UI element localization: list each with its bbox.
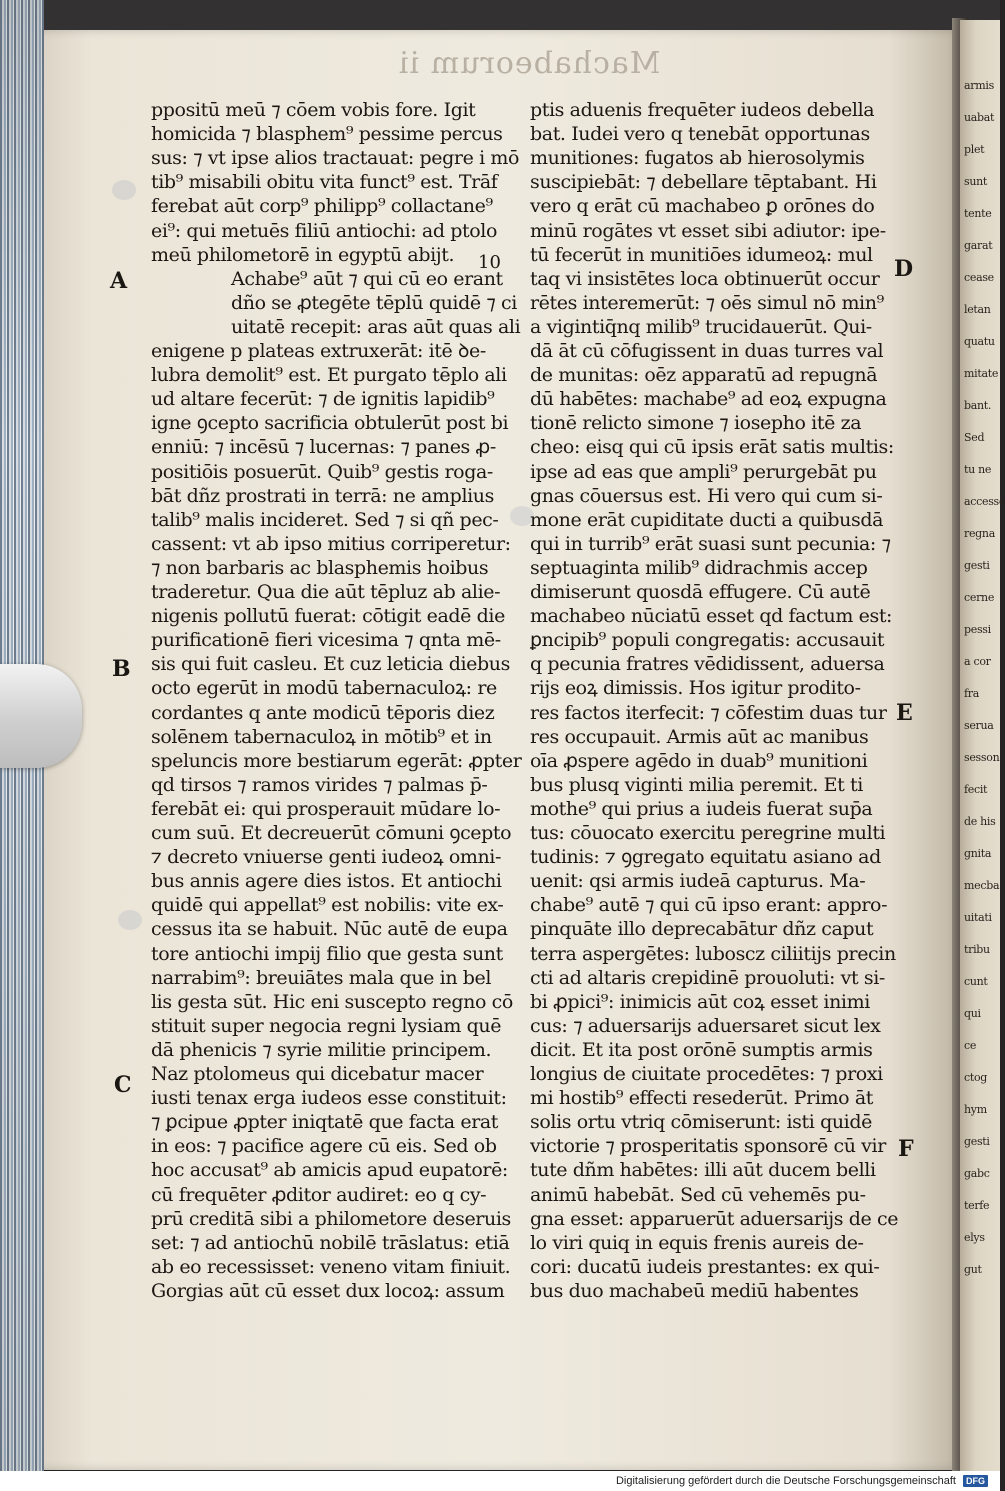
marginal-note-d: D	[894, 256, 914, 282]
text-line: animū habebāt. Sed cū vehemēs pu-	[530, 1183, 866, 1206]
text-line: purificationē fieri vicesima ⁊ qnta mē-	[151, 629, 501, 652]
marginal-note-a: A	[110, 268, 128, 294]
text-line: stituit super negocia regni lysiam quē	[151, 1014, 502, 1037]
text-line: longius de ciuitate procedētes: ⁊ proxi	[530, 1063, 883, 1085]
text-line: septuaginta milib⁹ didrachmis accep	[530, 556, 868, 579]
text-line: qui in turrib⁹ erāt suasi sunt pecunia: ⁊	[530, 532, 891, 555]
text-line: tionē relicto simone ⁊ iosepho itē za	[530, 412, 862, 435]
text-line: victorie ⁊ prosperitatis sponsorē cū vir	[530, 1135, 886, 1158]
text-line: tū fecerūt in munitiōes idumeoꝝ: mul	[530, 243, 873, 266]
text-line: mi hostib⁹ effecti resederūt. Primo āt	[530, 1087, 873, 1110]
facing-page-text: ce	[964, 1039, 977, 1052]
text-line: bat. Iudei vero q tenebāt opportunas	[530, 123, 870, 146]
facing-page-text: serua	[964, 719, 994, 732]
ink-smudge	[112, 180, 136, 200]
text-line: dicit. Et ita post orōnē sumptis armis	[530, 1038, 873, 1061]
facing-page-text: cerne	[964, 591, 995, 604]
facing-page-text: gesti	[964, 1135, 990, 1148]
facing-page-text: sunt	[964, 175, 988, 188]
facing-page-text: pessi	[964, 623, 991, 636]
text-line: positiōis posuerūt. Quib⁹ gestis roga-	[151, 460, 493, 483]
text-line: mothe⁹ qui prius a iudeis fuerat sup̄a	[530, 797, 873, 820]
text-line: uitatē recepit: aras aūt quas ali	[231, 315, 521, 338]
facing-page-text: regna	[964, 527, 995, 540]
text-line: sis qui fuit casleu. Et cuz leticia diebus	[151, 653, 510, 676]
text-line: narrabim⁹: breuiātes mala que in bel	[151, 966, 492, 989]
text-line: taq vi insistētes loca obtinuerūt occur	[530, 267, 880, 290]
text-line: res occupauit. Armis aūt ac manibus	[530, 725, 869, 748]
facing-page-text: tu ne	[964, 463, 992, 476]
facing-page-text: gabc	[964, 1167, 990, 1180]
text-line: cori: ducatū iudeis prestantes: ex qui-	[530, 1255, 880, 1278]
facing-page-text: accesse	[964, 495, 1005, 508]
facing-page-text: tribu	[964, 943, 990, 956]
text-line: mone erāt cupiditate ducti a quibusdā	[530, 508, 884, 531]
text-line: ⁊ ꝑcipue ꝓpter iniqtatē que facta erat	[151, 1111, 499, 1134]
facing-page-text: armis	[964, 79, 994, 92]
facing-page-text: a cor	[964, 655, 991, 668]
text-line: machabeo nūciatū esset qd factum est:	[530, 605, 893, 628]
text-line: uenit: qsi armis iudeā capturus. Ma-	[530, 870, 866, 893]
text-line: bus plusq viginti milia peremit. Et ti	[530, 773, 863, 796]
text-line: meū philometorē in egyptū abijt.	[151, 243, 455, 266]
text-line: dā āt cū cōfugissent in duas turres val	[530, 340, 884, 362]
text-line: ipse ad eas que ampli⁹ perurgebāt pu	[530, 460, 877, 483]
text-line: sus: ⁊ vt ipse alios tractauat: pegre i mō	[151, 147, 520, 170]
text-line: bus annis agere dies istos. Et antiochi	[151, 870, 502, 893]
text-line: igne ꝯcepto sacrificia obtulerūt post bi	[151, 412, 509, 435]
text-line: bi ꝓpici⁹: inimicis aūt coꝝ esset inimi	[530, 990, 870, 1013]
text-line: ferebāt ei: qui prosperauit mūdare lo-	[151, 797, 501, 820]
chapter-number: 10	[478, 252, 501, 273]
facing-page-text: letan	[964, 303, 991, 316]
text-line: cassent: vt ab ipso mitius corriperetur:	[151, 532, 511, 555]
text-line: set: ⁊ ad antiochū nobilē trāslatus: etiā	[151, 1231, 510, 1254]
facing-page-text: qui	[964, 1007, 981, 1020]
digitization-footer	[0, 1471, 1000, 1491]
text-line: dū habētes: machabe⁹ ad eoꝝ expugna	[530, 388, 887, 411]
text-line: cheo: eisq qui cū ipsis erāt satis multis:	[530, 436, 894, 459]
text-line: oīa ꝓspere agēdo in duab⁹ munitioni	[530, 749, 868, 772]
facing-page-text: bant.	[964, 399, 992, 412]
facing-page-text: cunt	[964, 975, 988, 988]
facing-page-text: ctog	[964, 1071, 988, 1084]
facing-page-text: fecit	[964, 783, 988, 796]
text-line: dimiserunt quosdā effugere. Cū autē	[530, 581, 871, 603]
marginal-note-e: E	[896, 700, 913, 726]
text-line: gnas cōuersus est. Hi vero qui cum si-	[530, 484, 883, 507]
page-clip	[0, 664, 82, 768]
text-line: cū frequēter ꝓditor audiret: eo q cy-	[151, 1183, 487, 1206]
text-line: Achabe⁹ aūt ⁊ qui cū eo erant	[231, 267, 503, 290]
text-line: lo viri quiq in equis frenis aureis de-	[530, 1231, 864, 1254]
text-line: bāt dñz prostrati in terrā: ne amplius	[151, 484, 494, 507]
text-line: lubra demolit⁹ est. Et purgato tēplo ali	[151, 364, 507, 387]
text-line: ⁊ decreto vniuerse genti iudeoꝝ omni-	[151, 846, 502, 869]
text-line: chabe⁹ autē ⁊ qui cū ipso erant: appro-	[530, 894, 888, 917]
text-line: lis gesta sūt. Hic eni suscepto regno cō	[151, 990, 513, 1013]
text-line: cessus ita se habuit. Nūc autē de eupa	[151, 918, 508, 941]
dfg-logo: DFG	[963, 1475, 988, 1487]
text-line: cordantes q ante modicū tēporis diez	[151, 701, 495, 724]
marginal-note-f: F	[898, 1136, 914, 1162]
marginal-note-c: C	[114, 1072, 132, 1098]
facing-page-text: fra	[964, 687, 979, 700]
text-line: tus: cōuocato exercitu peregrine multi	[530, 822, 886, 844]
text-line: de munitas: oēz apparatū ad repugnā	[530, 364, 878, 387]
text-line: enigene p plateas extruxerāt: itē ꝺe-	[151, 340, 486, 362]
marginal-note-b: B	[112, 656, 131, 682]
text-line: vero q erāt cū machabeo ꝑ orōnes do	[530, 195, 875, 218]
text-line: quidē qui appellat⁹ est nobilis: vite ex-	[151, 894, 504, 917]
text-line: ppositū meū ⁊ cōem vobis fore. Igit	[151, 99, 476, 121]
text-line: tore antiochi impij filio que gesta sunt	[151, 942, 503, 965]
text-line: traderetur. Qua die aūt tēpluz ab alie-	[151, 581, 501, 603]
text-line: tudinis: ⁊ ꝯgregato equitatu asiano ad	[530, 846, 881, 869]
text-line: ferebat aūt corp⁹ philipp⁹ collactane⁹	[151, 195, 493, 218]
facing-page-edge	[960, 20, 1005, 1471]
facing-page-text: elys	[964, 1231, 985, 1244]
text-line: Gorgias aūt cū esset dux locoꝝ: assum	[151, 1279, 505, 1302]
text-line: talib⁹ malis incideret. Sed ⁊ si qñ pec-	[151, 508, 499, 531]
facing-page-text: sesson	[964, 751, 1000, 764]
text-line: dā phenicis ⁊ syrie militie principem.	[151, 1038, 492, 1061]
facing-page-text: mitate	[964, 367, 999, 380]
facing-page-text: cease	[964, 271, 994, 284]
text-line: suscipiebāt: ⁊ debellare tēptabant. Hi	[530, 171, 877, 194]
text-line: homicida ⁊ blasphem⁹ pessime percus	[151, 123, 503, 146]
text-line: tib⁹ misabili obitu vita funct⁹ est. Trāf	[151, 171, 498, 194]
text-line: ud altare fecerūt: ⁊ de ignitis lapidib⁹	[151, 388, 495, 411]
facing-page-text: terfe	[964, 1199, 990, 1212]
text-line: solēnem tabernaculoꝝ in mōtib⁹ et in	[151, 725, 492, 748]
text-line: dño se ꝓtegēte tēplū quidē ⁊ ci	[231, 291, 517, 314]
text-line: tute dñm habētes: illi aūt ducem belli	[530, 1159, 876, 1182]
facing-page-text: gesti	[964, 559, 990, 572]
text-line: ei⁹: qui metuēs filiū antiochi: ad ptolo	[151, 219, 497, 242]
text-line: terra aspergētes: luboscz ciliitijs precin	[530, 942, 896, 965]
text-line: rijs eoꝝ dimissis. Hos igitur prodito-	[530, 677, 861, 700]
text-line: speluncis more bestiarum egerāt: ꝓpter	[151, 749, 522, 772]
text-line: qd tirsos ⁊ ramos virides ⁊ palmas p̄-	[151, 773, 488, 796]
ink-smudge	[118, 910, 142, 930]
text-line: nigenis pollutū fuerat: cōtigit eadē die	[151, 605, 505, 628]
text-line: bus duo machabeū mediū habentes	[530, 1279, 859, 1302]
facing-page-text: gnita	[964, 847, 992, 860]
text-line: solis ortu vtriq cōmiserunt: isti quidē	[530, 1111, 872, 1134]
facing-page-text: de his	[964, 815, 996, 828]
text-line: munitiones: fugatos ab hierosolymis	[530, 147, 865, 170]
text-line: enniū: ⁊ incēsū ⁊ lucernas: ⁊ panes ꝓ-	[151, 436, 496, 459]
text-line: gna esset: apparuerūt aduersarijs de ce	[530, 1207, 899, 1230]
text-line: a vigintiq̄nq milib⁹ trucidauerūt. Qui-	[530, 315, 872, 338]
footer-credit: Digitalisierung gefördert durch die Deutsche Forschungsgemeinschaft	[615, 1475, 956, 1487]
text-line: prū creditā sibi a philometore deseruis	[151, 1207, 511, 1230]
text-line: hoc accusat⁹ ab amicis apud eupatorē:	[151, 1159, 508, 1182]
facing-page-text: mecba	[964, 879, 1000, 892]
text-line: cti ad altaris crepidinē prouoluti: vt si-	[530, 966, 885, 989]
facing-page-text: tente	[964, 207, 992, 220]
text-line: ⁊ non barbaris ac blasphemis hoibus	[151, 556, 489, 579]
text-line: in eos: ⁊ pacifice agere cū eis. Sed ob	[151, 1135, 497, 1158]
facing-page-text: Sed	[964, 431, 985, 444]
text-line: Naz ptolomeus qui dicebatur macer	[151, 1063, 484, 1085]
facing-page-text: gut	[964, 1263, 982, 1276]
text-line: cum suū. Et decreuerūt cōmuni ꝯcepto	[151, 822, 512, 844]
text-line: ab eo recessisset: veneno vitam finiuit.	[151, 1255, 511, 1278]
text-line: pinquāte illo deprecabātur dñz caput	[530, 918, 874, 941]
running-head-bleedthrough: Machabeorum ii	[398, 46, 661, 81]
text-line: rētes interemerūt: ⁊ oēs simul nō min⁹	[530, 291, 884, 314]
text-line: minū rogātes vt esset sibi adiutor: ipe-	[530, 219, 886, 242]
facing-page-text: uabat	[964, 111, 995, 124]
text-line: octo egerūt in modū tabernaculoꝝ: re	[151, 677, 497, 700]
text-line: q pecunia fratres vēdidissent, aduersa	[530, 653, 885, 676]
facing-page-text: quatu	[964, 335, 995, 348]
text-line: iusti tenax erga iudeos esse constituit:	[151, 1087, 507, 1110]
facing-page-text: garat	[964, 239, 993, 252]
facing-page-text: plet	[964, 143, 985, 156]
text-line: ꝑncipib⁹ populi congregatis: accusauit	[530, 629, 885, 652]
facing-page-text: uitati	[964, 911, 992, 924]
text-line: cus: ⁊ aduersarijs aduersaret sicut lex	[530, 1014, 881, 1037]
facing-page-text: hym	[964, 1103, 987, 1116]
text-line: ptis aduenis frequēter iudeos debella	[530, 99, 875, 121]
text-line: res factos iterfecit: ⁊ cōfestim duas tur	[530, 701, 887, 724]
